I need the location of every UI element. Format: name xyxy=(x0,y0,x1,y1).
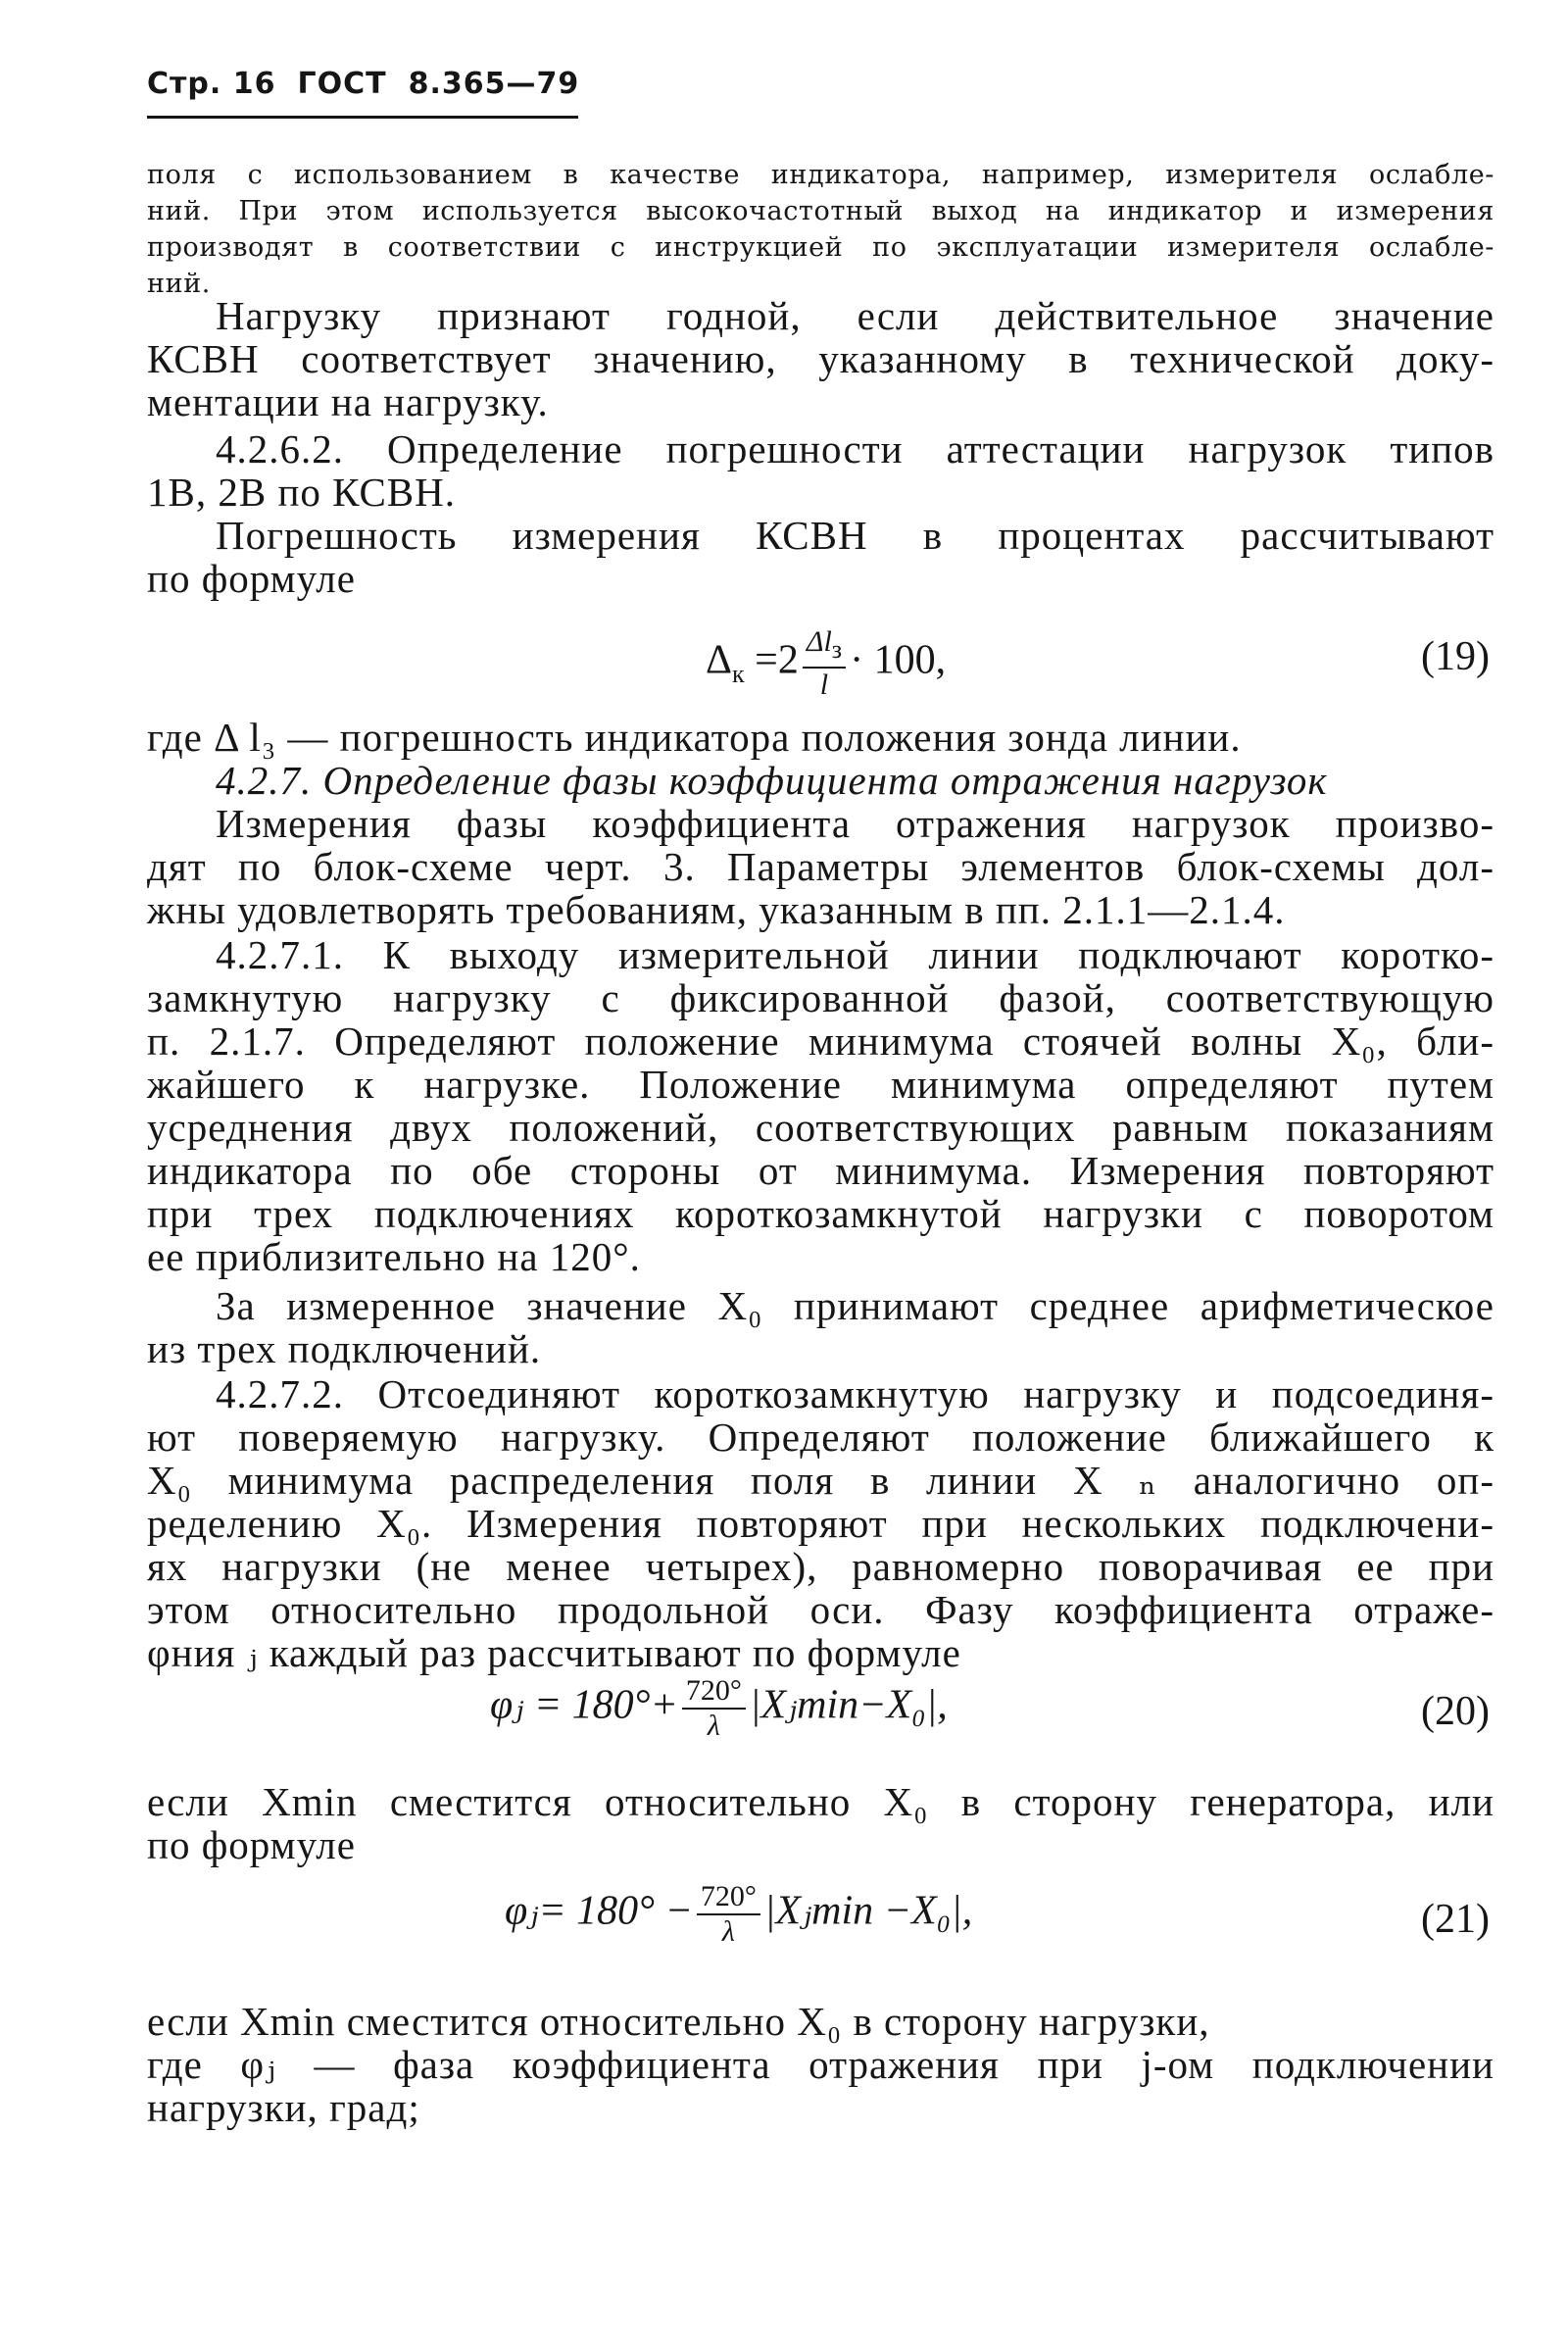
text-line: усреднения двух положений, соответствующих равным показаниям xyxy=(147,1105,1494,1150)
paragraph-where19 xyxy=(147,716,1494,759)
text-line: Измерения фазы коэффициента отражения нагрузок произво- xyxy=(216,801,1494,846)
text-line: 4.2.7.1. К выходу измерительной линии подключают коротко- xyxy=(216,932,1494,977)
formula-20 xyxy=(490,1676,948,1741)
text-line: по формуле xyxy=(147,556,356,601)
formula-fraction xyxy=(803,627,846,700)
equation-number-19: (19) xyxy=(1421,634,1490,679)
paragraph-427 xyxy=(147,802,1494,845)
text-line: 4.2.6.2. Определение погрешности аттестации нагрузок типов xyxy=(216,426,1494,471)
intro-paragraph xyxy=(147,157,1494,302)
page-label: Стр. 16 xyxy=(147,67,276,101)
formula-tail: · 100, xyxy=(850,637,947,683)
formula-tail: |Xⱼmin −X₀|, xyxy=(763,1888,973,1934)
text-line: поля с использованием в качестве индикатора, например, измерителя ослабле- xyxy=(147,160,1494,190)
formula-19 xyxy=(706,627,946,700)
paragraph-4262 xyxy=(147,427,1494,471)
text-line: замкнутую нагрузку с фиксированной фазой, соответствующую xyxy=(147,975,1494,1020)
text-line: За измеренное значение X₀ принимают среднее арифметическое xyxy=(216,1283,1494,1328)
paragraph-error-cont xyxy=(147,557,1494,600)
paragraph-where21 xyxy=(147,2043,1494,2129)
text-line: φния ⱼ каждый раз рассчитывают по формуле xyxy=(147,1630,961,1675)
fraction-numerator: 720° xyxy=(697,1882,760,1915)
fraction-numerator: 720° xyxy=(682,1676,746,1710)
text-line: по формуле xyxy=(147,1822,356,1867)
formula-tail: |Xⱼmin−X₀|, xyxy=(749,1682,948,1728)
text-line: 1В, 2В по КСВН. xyxy=(147,470,457,515)
text-line: ределению X₀. Измерения повторяют при нескольких подключени- xyxy=(147,1501,1494,1546)
equation-number-20: (20) xyxy=(1421,1689,1490,1734)
fraction-numerator-sub: з xyxy=(831,635,843,664)
formula-lhs: φⱼ = 180°+ xyxy=(490,1682,678,1728)
paragraph-4262-cont xyxy=(147,471,1494,514)
equation-number-21: (21) xyxy=(1421,1897,1490,1942)
section-heading: 4.2.7. Определение фазы коэффициента отражения нагрузок xyxy=(216,758,1328,803)
page-header xyxy=(147,67,579,101)
text-line: нагрузки, град; xyxy=(147,2085,420,2130)
formula-21 xyxy=(505,1882,972,1947)
paragraph-427-cont xyxy=(147,845,1494,931)
text-line: ее приблизительно на 120°. xyxy=(147,1234,641,1279)
formula-lhs: Δ xyxy=(706,637,733,683)
text-line: Нагрузку признают годной, если действительное значение xyxy=(216,293,1494,338)
paragraph-error xyxy=(147,514,1494,557)
paragraph-4272 xyxy=(147,1372,1494,1415)
text-line: Погрешность измерения КСВН в процентах рассчитывают xyxy=(216,513,1494,558)
paragraph-4271-cont xyxy=(147,976,1494,1278)
text-line: ний. При этом используется высокочастотный выход на индикатор и измерения xyxy=(147,196,1494,226)
text-line: ют поверяемую нагрузку. Определяют положение ближайшего к xyxy=(147,1414,1494,1460)
text-line: X₀ минимума распределения поля в линии X ₙ аналогично оп- xyxy=(147,1458,1494,1503)
paragraph-load xyxy=(147,2000,1494,2043)
text-line: где Δ l₃ — погрешность индикатора положения зонда линии. xyxy=(147,715,1242,760)
header-rule xyxy=(147,116,578,119)
standard-label: ГОСТ xyxy=(297,67,387,101)
text-line: жайшего к нагрузке. Положение минимума определяют путем xyxy=(147,1062,1494,1107)
text-line: ментации на нагрузку. xyxy=(147,379,549,424)
text-line: КСВН соответствует значению, указанному в технической доку- xyxy=(147,336,1494,381)
text-line: где φⱼ — фаза коэффициента отражения при j-ом подключении xyxy=(147,2042,1494,2087)
paragraph-x0 xyxy=(147,1284,1494,1327)
text-line: индикатора по обе стороны от минимума. Измерения повторяют xyxy=(147,1148,1494,1193)
paragraph-generator xyxy=(147,1780,1494,1866)
standard-number: 8.365—79 xyxy=(408,67,580,101)
text-line: ях нагрузки (не менее четырех), равномерно поворачивая ее при xyxy=(147,1544,1494,1589)
text-line: из трех подключений. xyxy=(147,1326,542,1371)
formula-lhs: φⱼ= 180° − xyxy=(505,1888,693,1934)
text-line: ний. xyxy=(147,269,211,299)
fraction-numerator: Δl xyxy=(806,625,832,658)
formula-lhs-sub: к xyxy=(732,660,745,689)
text-line: жны удовлетворять требованиям, указанным в пп. 2.1.1—2.1.4. xyxy=(147,887,1286,932)
paragraph-4272-cont xyxy=(147,1415,1494,1674)
text-line: при трех подключениях короткозамкнутой нагрузки с поворотом xyxy=(147,1191,1494,1236)
fraction-denominator: λ xyxy=(707,1710,720,1742)
formula-fraction xyxy=(697,1882,760,1947)
text-line: 4.2.7.2. Отсоединяют короткозамкнутую нагрузку и подсоединя- xyxy=(216,1371,1494,1416)
text-line: дят по блок-схеме черт. 3. Параметры элементов блок-схемы дол- xyxy=(147,844,1494,889)
paragraph-accept xyxy=(147,294,1494,337)
section-heading-427 xyxy=(147,759,1494,802)
text-line: производят в соответствии с инструкцией по эксплуатации измерителя ослабле- xyxy=(147,232,1494,263)
formula-fraction xyxy=(682,1676,746,1741)
text-line: если Xmin сместится относительно X₀ в сторону генератора, или xyxy=(147,1779,1494,1824)
paragraph-accept-cont xyxy=(147,337,1494,423)
text-line: п. 2.1.7. Определяют положение минимума стоячей волны X₀, бли- xyxy=(147,1018,1494,1064)
paragraph-x0-cont xyxy=(147,1327,1494,1370)
formula-eq: =2 xyxy=(755,637,799,683)
paragraph-4271 xyxy=(147,933,1494,976)
fraction-denominator: λ xyxy=(721,1915,735,1948)
text-line: если Xmin сместится относительно X₀ в сторону нагрузки, xyxy=(147,1999,1210,2044)
fraction-denominator: l xyxy=(819,669,829,701)
text-line: этом относительно продольной оси. Фазу коэффициента отраже- xyxy=(147,1587,1494,1632)
